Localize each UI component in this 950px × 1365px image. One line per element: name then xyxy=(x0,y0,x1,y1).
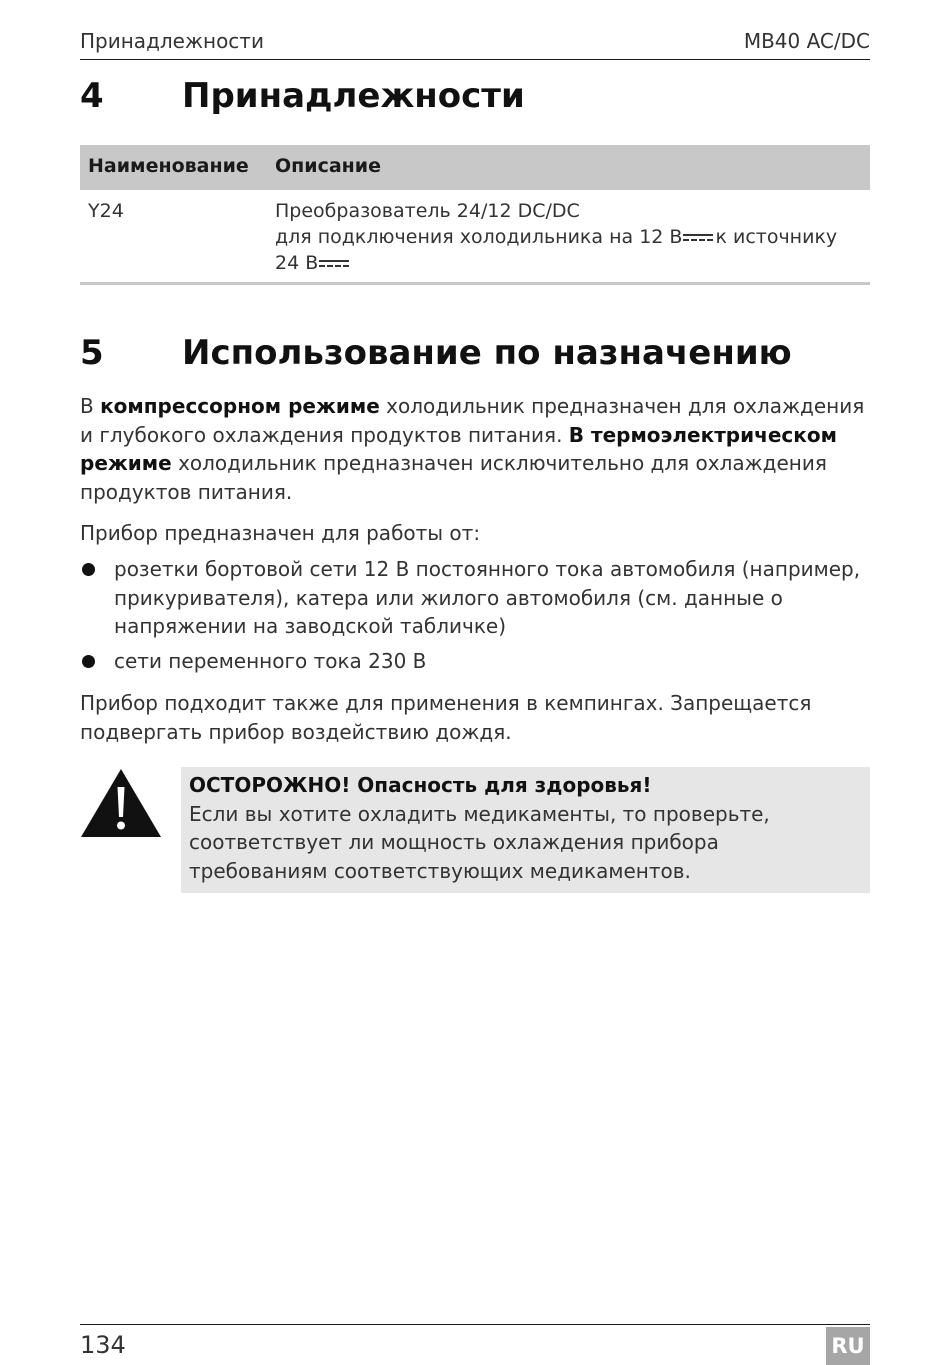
col-desc-header: Описание xyxy=(275,155,382,177)
desc-line-3-text: 24 В xyxy=(275,252,319,274)
dc-symbol-icon xyxy=(319,259,349,269)
p1-text-3: холодильник предназначен исключительно для охлаждения продуктов питания. xyxy=(80,451,827,504)
warning-triangle-icon xyxy=(80,767,162,839)
page-number: 134 xyxy=(80,1331,126,1359)
section-5-title: Использование по назначению xyxy=(182,333,792,373)
desc-line-2 xyxy=(275,224,837,250)
operation-intro: Прибор предназначен для работы от: xyxy=(80,521,481,545)
header-section: Принадлежности xyxy=(80,29,264,53)
dc-symbol-icon xyxy=(683,233,713,243)
desc-line-2-b: к источнику xyxy=(715,226,838,248)
language-badge: RU xyxy=(826,1327,870,1365)
warning-box xyxy=(181,767,870,893)
p1-bold-1: компрессорном режиме xyxy=(100,394,380,418)
page-footer xyxy=(80,1324,870,1359)
row-description xyxy=(275,198,837,276)
row-name: Y24 xyxy=(88,200,124,222)
camping-paragraph: Прибор подходит также для применения в кемпингах. Запрещается подвергать прибор воздействию дождя. xyxy=(80,691,812,744)
page-header xyxy=(80,28,870,60)
warning-title: ОСТОРОЖНО! Опасность для здоровья! xyxy=(189,773,652,797)
warning-text: Если вы хотите охладить медикаменты, то проверьте, соответствует ли мощность охлаждения прибора требованиям соответствующих медикаментов. xyxy=(189,801,770,883)
list-item-text: розетки бортовой сети 12 В постоянного тока автомобиля (например, прикуривателя), катера или жилого автомобиля (см. данные о напряжении на заводской табличке) xyxy=(114,557,861,638)
desc-line-2-a: для подключения холодильника на 12 В xyxy=(275,226,683,248)
p1-text-2: холодильник предназначен для охлаждения и глубокого охлаждения продуктов питания. xyxy=(80,394,865,447)
header-model: MB40 AC/DC xyxy=(743,29,870,53)
table-header xyxy=(80,145,870,190)
power-source-list xyxy=(80,555,870,681)
p1-text-1: В xyxy=(80,394,101,418)
list-item xyxy=(80,647,870,676)
bullet-icon xyxy=(82,563,95,576)
accessories-table xyxy=(80,145,870,285)
desc-line-1: Преобразователь 24/12 DC/DC xyxy=(275,200,580,222)
bullet-icon xyxy=(82,655,95,668)
col-name-header: Наименование xyxy=(88,155,249,177)
list-item-text: сети переменного тока 230 В xyxy=(114,648,427,673)
section-4-number: 4 xyxy=(80,76,104,116)
section-5-number: 5 xyxy=(80,333,104,373)
table-row xyxy=(80,190,870,285)
p1-bold-2: В термоэлектрическом режиме xyxy=(80,422,837,475)
list-item xyxy=(80,555,870,641)
intended-use-paragraph xyxy=(80,392,870,506)
desc-line-3 xyxy=(275,250,837,276)
section-4-title: Принадлежности xyxy=(182,76,525,116)
